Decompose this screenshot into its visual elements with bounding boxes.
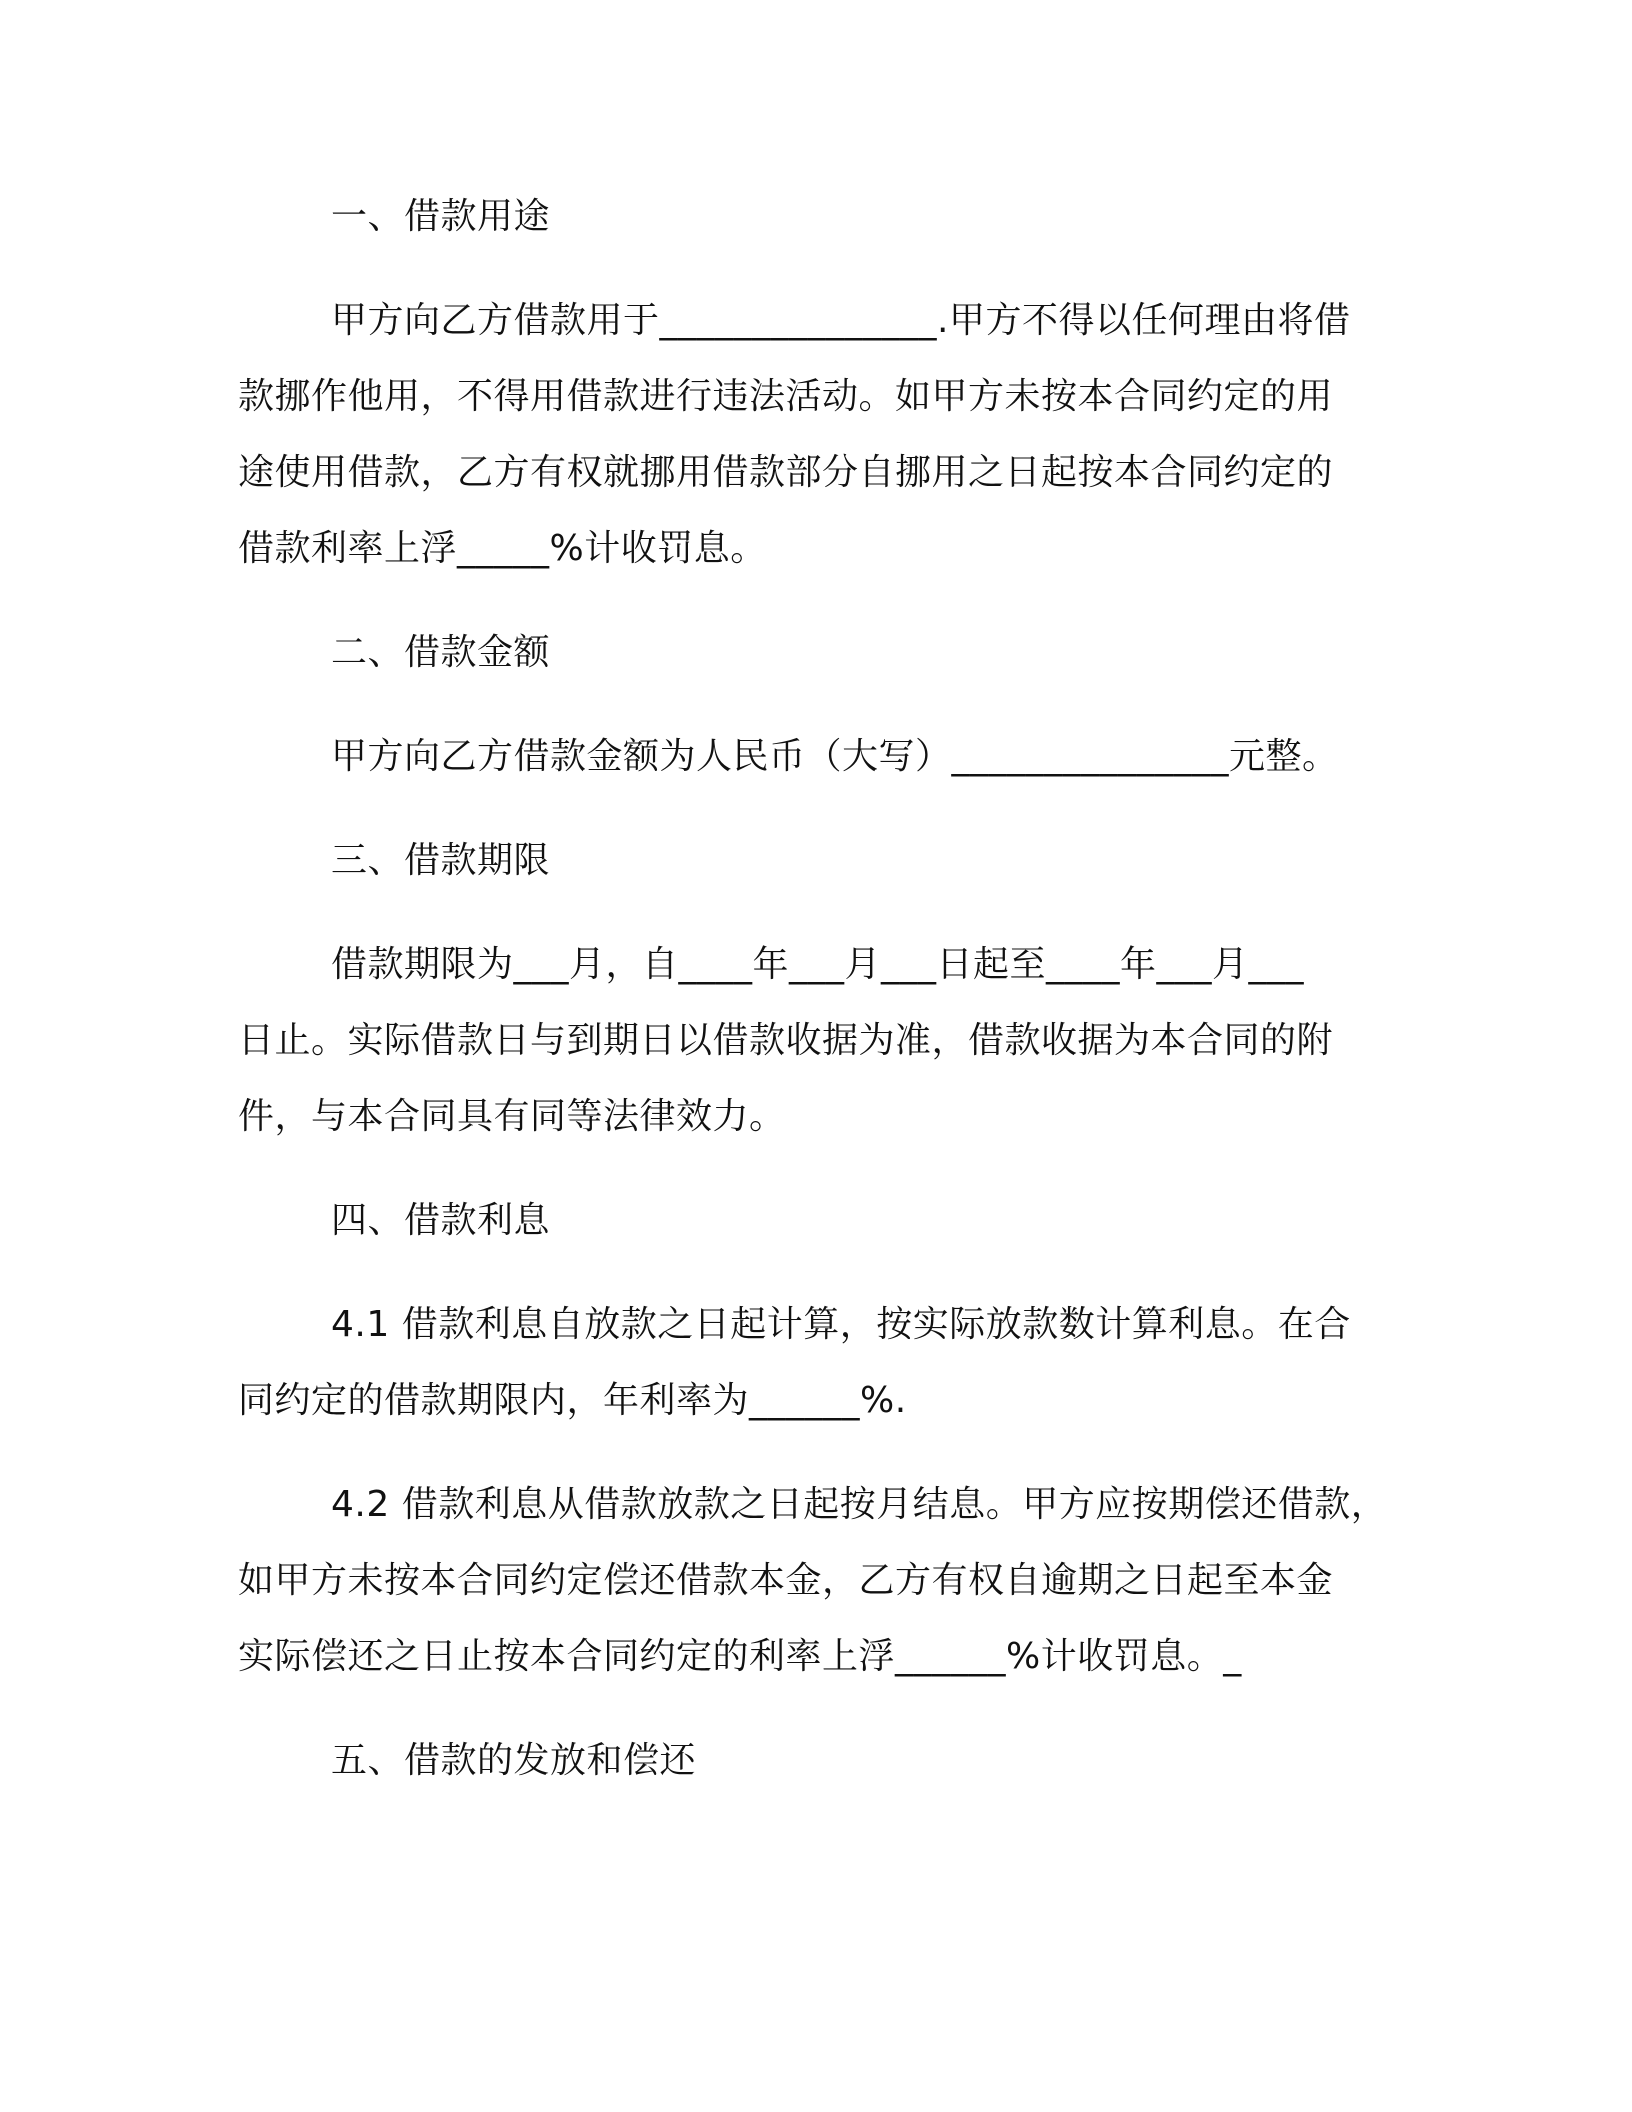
section-heading: 四、借款利息 bbox=[331, 1200, 551, 1241]
paragraph-line: 甲方向乙方借款用于_______________.甲方不得以任何理由将借 bbox=[331, 300, 1351, 341]
section-heading: 一、借款用途 bbox=[331, 196, 551, 237]
section-heading: 三、借款期限 bbox=[331, 840, 551, 881]
paragraph-line: 甲方向乙方借款金额为人民币（大写）_______________元整。 bbox=[331, 736, 1339, 777]
paragraph-line: 同约定的借款期限内，年利率为______%. bbox=[238, 1380, 907, 1421]
paragraph-line: 借款利率上浮_____%计收罚息。 bbox=[238, 528, 767, 569]
section-heading: 二、借款金额 bbox=[331, 632, 551, 673]
paragraph-line: 款挪作他用，不得用借款进行违法活动。如甲方未按本合同约定的用 bbox=[238, 376, 1334, 417]
section-heading: 五、借款的发放和偿还 bbox=[331, 1740, 697, 1781]
paragraph-line: 借款期限为___月，自____年___月___日起至____年___月___ bbox=[331, 944, 1305, 985]
paragraph-line: 实际偿还之日止按本合同约定的利率上浮______%计收罚息。_ bbox=[238, 1636, 1242, 1677]
paragraph-line: 4.2 借款利息从借款放款之日起按月结息。甲方应按期偿还借款， bbox=[331, 1484, 1388, 1525]
paragraph-line: 日止。实际借款日与到期日以借款收据为准，借款收据为本合同的附 bbox=[238, 1020, 1334, 1061]
paragraph-line: 途使用借款，乙方有权就挪用借款部分自挪用之日起按本合同约定的 bbox=[238, 452, 1334, 493]
paragraph-line: 如甲方未按本合同约定偿还借款本金，乙方有权自逾期之日起至本金 bbox=[238, 1560, 1334, 1601]
paragraph-line: 件，与本合同具有同等法律效力。 bbox=[238, 1096, 786, 1137]
paragraph-line: 4.1 借款利息自放款之日起计算，按实际放款数计算利息。在合 bbox=[331, 1304, 1351, 1345]
